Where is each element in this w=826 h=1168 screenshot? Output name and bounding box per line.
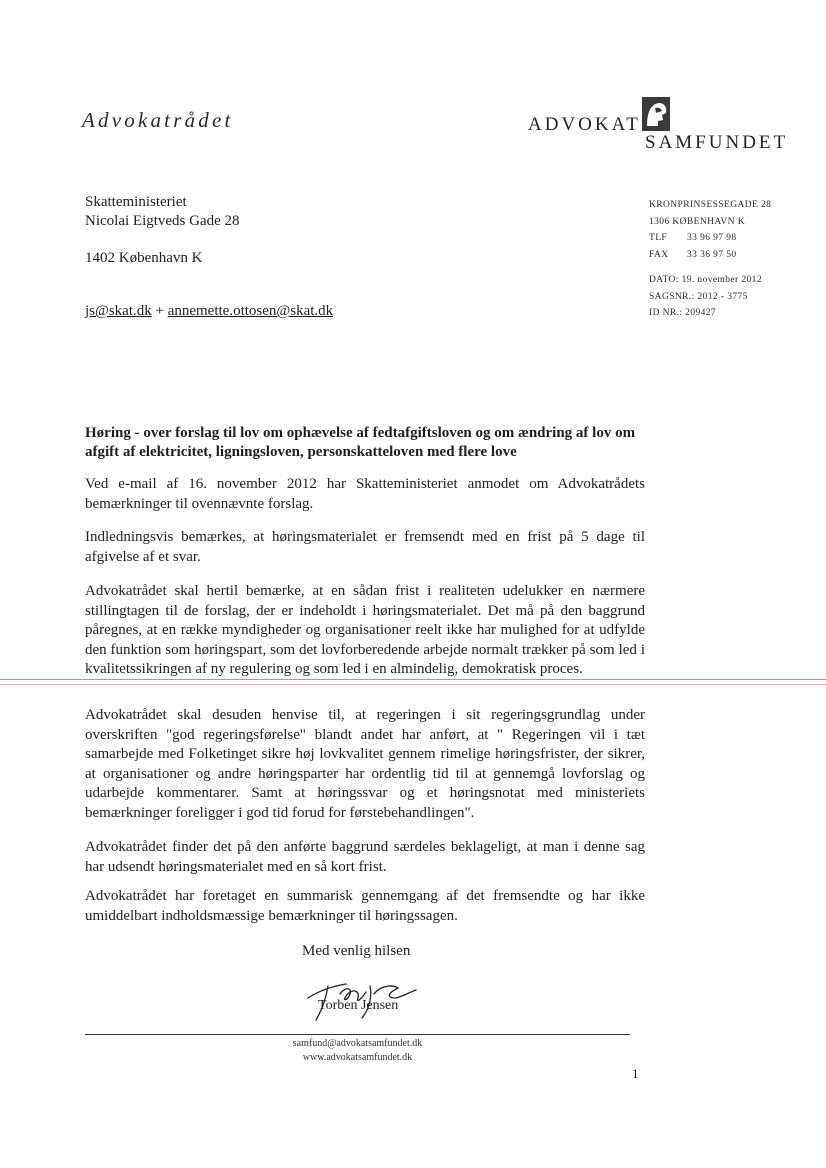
brand-top-text: ADVOKAT	[528, 114, 641, 135]
phone-label: TLF	[649, 233, 668, 243]
letter-subject: Høring - over forslag til lov om ophævelse af fedtafgiftsloven og om ændring af lov om afgift af elektricitet, ligningsloven, personskatteloven med flere love	[85, 425, 636, 460]
email-link[interactable]: annemette.ottosen@skat.dk	[167, 303, 334, 319]
handwritten-signature	[300, 968, 430, 1026]
email-separator: +	[151, 303, 168, 319]
sender-street: KRONPRINSESSEGADE 28	[649, 200, 772, 210]
recipient-address	[85, 193, 240, 268]
brand-bottom-text: SAMFUNDET	[645, 132, 789, 153]
closing-greeting: Med venlig hilsen	[302, 943, 411, 959]
recipient-line: Skatteministeriet	[85, 194, 187, 210]
recipient-line: Nicolai Eigtveds Gade 28	[85, 213, 240, 229]
letter-date: DATO: 19. november 2012	[649, 275, 762, 285]
scan-artifact-line	[0, 684, 826, 685]
case-number: SAGSNR.: 2012 - 3775	[649, 291, 748, 302]
advokatsamfundet-logo	[528, 96, 788, 156]
body-paragraph: Advokatrådet finder det på den anførte baggrund særdeles beklageligt, at man i denne sag har udsendt høringsmaterialet med en så kort frist.	[85, 839, 645, 875]
footer-divider	[85, 1034, 630, 1035]
sender-city: 1306 KØBENHAVN K	[649, 216, 745, 227]
signatory-name: Torben Jensen	[318, 998, 399, 1013]
body-paragraph: Ved e-mail af 16. november 2012 har Skatteministeriet anmodet om Advokatrådets bemærkninger til ovennævnte forslag.	[85, 476, 645, 512]
scan-artifact-line	[0, 679, 826, 680]
footer-email[interactable]: samfund@advokatsamfundet.dk	[292, 1038, 423, 1049]
fax-value: 33 36 97 50	[687, 249, 737, 260]
sender-info	[649, 197, 771, 322]
body-paragraph: Advokatrådet skal desuden henvise til, at regeringen i sit regeringsgrundlag under overskriften "god regeringsførelse" blandt andet har anført, at " Regeringen vil i tæt samarbejde med Folketinget sikre høj lovkvalitet gennem rimelige høringsfrister, der sikrer, at organisationer og andre høringsparter har ordentlig tid til at gennemgå lovforslag og udarbejde kommentarer. Samt at høringssvar og et høringsnotat med ministeriets bemærkninger foreligger i god tid forud for førstebehandlingen".	[85, 707, 645, 821]
advokatraadet-logo-text: Advokatrådet	[82, 108, 234, 132]
id-number: ID NR.: 209427	[649, 308, 717, 318]
footer-website[interactable]: www.advokatsamfundet.dk	[302, 1052, 413, 1063]
recipient-emails	[85, 303, 333, 320]
helmet-emblem-icon	[641, 96, 671, 132]
recipient-line: 1402 København K	[85, 250, 203, 266]
email-link[interactable]: js@skat.dk	[85, 303, 152, 319]
body-paragraph: Advokatrådet skal hertil bemærke, at en sådan frist i realiteten udelukker en nærmere stillingtagen til de forslag, der er indeholdt i høringsmaterialet. Det må på den baggrund påregnes, at en række myndigheder og organisationer reelt ikke har mulighed for at udfylde den funktion som høringspart, som det lovforberedende arbejde normalt trækker på som led i kvalitetssikringen af ny regulering og som led i en almindelig, demokratisk proces.	[85, 583, 645, 677]
fax-label: FAX	[649, 249, 669, 260]
body-paragraph: Indledningsvis bemærkes, at høringsmaterialet er fremsendt med en frist på 5 dage til afgivelse af et svar.	[85, 529, 645, 565]
sender-fax	[649, 247, 771, 264]
sender-phone	[649, 230, 771, 247]
body-paragraph: Advokatrådet har foretaget en summarisk gennemgang af det fremsendte og har ikke umiddelbart indholdsmæssige bemærkninger til høringssagen.	[85, 888, 645, 924]
phone-value: 33 96 97 98	[687, 233, 737, 243]
page-number: 1	[632, 1066, 639, 1081]
